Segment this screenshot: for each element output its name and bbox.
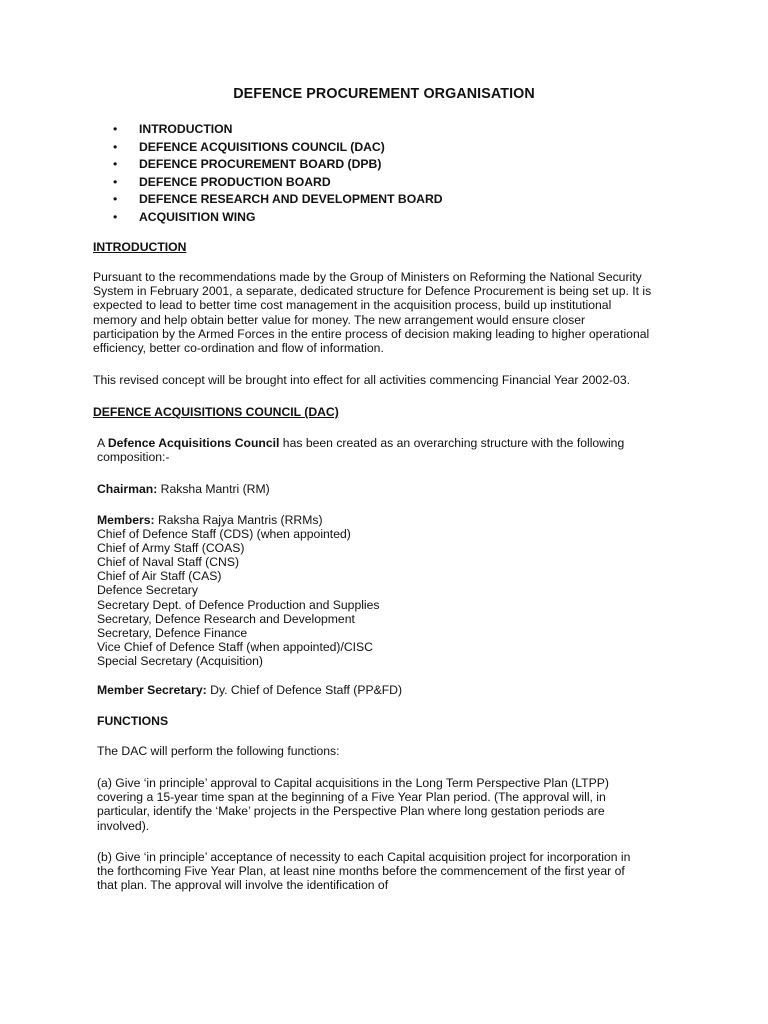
introduction-paragraph: Pursuant to the recommendations made by the Group of Ministers on Reforming the National Security System in February 2001, a separate, dedicated structure for Defence Procurement is being set up. It is expected to lead to better time cost management in the acquisition process, build up institutional memory and help obtain better value for money. The new arrangement would ensure closer participation by the Armed Forces in the entire process of decision making leading to higher operational efficiency, better co-ordination and flow of information. bbox=[93, 270, 652, 356]
member-item: Special Secretary (Acquisition) bbox=[97, 653, 263, 668]
function-b-paragraph: (b) Give ‘in principle’ acceptance of necessity to each Capital acquisition project for incorporation in the forthcoming Five Year Plan, at least nine months before the commencement of the first year of that plan. The approval will involve the identification of bbox=[97, 850, 631, 893]
introduction-concept-paragraph: This revised concept will be brought into effect for all activities commencing Financial Year 2002-03. bbox=[93, 373, 630, 387]
member-item: Secretary, Defence Research and Development bbox=[97, 611, 355, 626]
toc-item: • DEFENCE PROCUREMENT BOARD (DPB) bbox=[113, 156, 443, 174]
members-first-line: Members: Raksha Rajya Mantris (RRMs) bbox=[97, 513, 323, 527]
dac-name-bold: Defence Acquisitions Council bbox=[107, 436, 280, 450]
functions-heading: FUNCTIONS bbox=[97, 714, 169, 728]
dac-member-secretary bbox=[97, 683, 402, 697]
member-item: Chief of Air Staff (CAS) bbox=[97, 569, 222, 584]
dac-chairman bbox=[97, 482, 270, 496]
member-item: Chief of Defence Staff (CDS) (when appointed) bbox=[97, 527, 351, 542]
bullet-icon: • bbox=[113, 209, 118, 224]
dac-intro-paragraph: A Defence Acquisitions Council has been created as an overarching structure with the following composition:- bbox=[97, 436, 625, 465]
member-secretary-value: Dy. Chief of Defence Staff (PP&FD) bbox=[206, 683, 403, 697]
member-item: Chief of Naval Staff (CNS) bbox=[97, 555, 240, 570]
toc-item: • ACQUISITION WING bbox=[113, 209, 443, 227]
toc-item: • DEFENCE RESEARCH AND DEVELOPMENT BOARD bbox=[113, 191, 443, 209]
bullet-icon: • bbox=[113, 192, 118, 207]
toc-item: • DEFENCE PRODUCTION BOARD bbox=[113, 174, 443, 192]
function-a-paragraph: (a) Give ‘in principle’ approval to Capital acquisitions in the Long Term Perspective Plan (LTPP) covering a 15-year time span at the beginning of a Five Year Plan period. (The approval will, in particular, identify the ‘Make’ projects in the Perspective Plan where long gestation periods are involved). bbox=[97, 776, 609, 833]
member-secretary-label: Member Secretary: bbox=[97, 683, 207, 697]
member-item: Defence Secretary bbox=[97, 583, 198, 598]
bullet-icon: • bbox=[113, 139, 118, 154]
member-item: Secretary Dept. of Defence Production and Supplies bbox=[97, 597, 380, 612]
bullet-icon: • bbox=[113, 174, 118, 189]
table-of-contents bbox=[113, 121, 443, 227]
member-item: Secretary, Defence Finance bbox=[97, 625, 248, 640]
bullet-icon: • bbox=[113, 122, 118, 136]
section-heading-introduction: INTRODUCTION bbox=[93, 240, 187, 254]
chairman-label: Chairman: bbox=[97, 482, 158, 496]
toc-item: • DEFENCE ACQUISITIONS COUNCIL (DAC) bbox=[113, 139, 443, 157]
functions-intro: The DAC will perform the following functions: bbox=[97, 744, 340, 758]
member-item: Vice Chief of Defence Staff (when appointed)/CISC bbox=[97, 639, 373, 654]
member-item: Chief of Army Staff (COAS) bbox=[97, 541, 245, 556]
members-label: Members: bbox=[97, 513, 155, 527]
toc-item: • INTRODUCTION bbox=[113, 121, 443, 139]
chairman-value: Raksha Mantri (RM) bbox=[157, 482, 270, 496]
bullet-icon: • bbox=[113, 157, 118, 172]
section-heading-dac: DEFENCE ACQUISITIONS COUNCIL (DAC) bbox=[93, 405, 339, 419]
document-title: DEFENCE PROCUREMENT ORGANISATION bbox=[233, 86, 535, 102]
dac-members-list bbox=[97, 513, 380, 668]
